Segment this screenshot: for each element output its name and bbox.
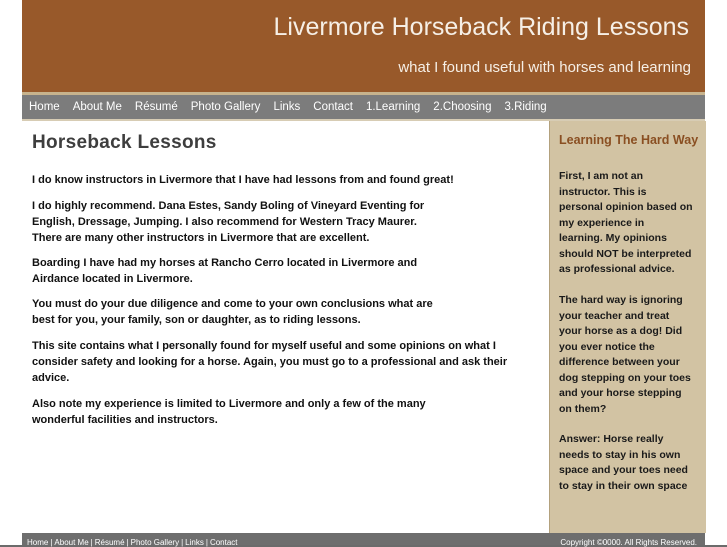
sidebar [549, 121, 706, 533]
content-paragraph: You must do your due diligence and come to your own conclusions what are best for you, your family, son or daughter, as to riding lessons. [32, 298, 433, 326]
nav-learning[interactable]: 1.Learning [365, 101, 421, 113]
nav-about-me[interactable]: About Me [72, 101, 122, 113]
footer-link-about-me[interactable]: About Me [54, 538, 89, 547]
site-tagline: what I found useful with horses and learning [398, 59, 691, 76]
site-header [22, 0, 705, 92]
content-paragraph: Boarding I have had my horses at Rancho Cerro located in Livermore and Airdance located in Livermore. [32, 257, 418, 285]
content-paragraph: This site contains what I personally found for myself useful and some opinions on what I consider safety and looking for a horse. Again, you must go to a professional and ask their advice. [32, 340, 508, 384]
footer-separator: | [50, 538, 53, 547]
sidebar-paragraph: The hard way is ignoring your teacher and treat your horse as a dog! Did you ever notice the difference between your dog stepping on your toes and your horse stepping on them? [559, 294, 691, 415]
nav-home[interactable]: Home [29, 101, 60, 113]
footer-link-home[interactable]: Home [27, 538, 49, 547]
nav-resume[interactable]: Résumé [134, 101, 178, 113]
sidebar-paragraph: First, I am not an instructor. This is personal opinion based on my experience in learning. My opinions should NOT be interpreted as professional advice. [559, 170, 693, 275]
site-footer [22, 533, 705, 545]
footer-link-links[interactable]: Links [185, 538, 204, 547]
nav-links[interactable]: Links [273, 101, 301, 113]
sidebar-title: Learning The Hard Way [559, 133, 699, 147]
footer-links [27, 538, 238, 547]
copyright: Copyright ©0000. All Rights Reserved. [560, 538, 697, 547]
footer-link-photo-gallery[interactable]: Photo Gallery [130, 538, 180, 547]
main-content [22, 121, 549, 533]
content-paragraph: I do know instructors in Livermore that I have had lessons from and found great! [32, 174, 454, 186]
nav-contact[interactable]: Contact [313, 101, 353, 113]
content-paragraph: Also note my experience is limited to Livermore and only a few of the many wonderful facilities and instructors. [32, 398, 426, 426]
site-title: Livermore Horseback Riding Lessons [273, 13, 689, 41]
nav-photo-gallery[interactable]: Photo Gallery [190, 101, 261, 113]
footer-separator: | [90, 538, 93, 547]
footer-link-resume[interactable]: Résumé [94, 538, 125, 547]
footer-separator: | [126, 538, 129, 547]
footer-separator: | [181, 538, 184, 547]
main-nav [22, 95, 705, 119]
content-paragraph: I do highly recommend. Dana Estes, Sandy Boling of Vineyard Eventing for English, Dressage, Jumping. I also recommend for Western Tracy Maurer. There are many other instructors in Livermore that are excellent. [32, 200, 425, 244]
page-title: Horseback Lessons [32, 132, 217, 153]
footer-separator: | [205, 538, 208, 547]
nav-choosing[interactable]: 2.Choosing [433, 101, 492, 113]
footer-link-contact[interactable]: Contact [209, 538, 238, 547]
nav-riding[interactable]: 3.Riding [504, 101, 547, 113]
sidebar-paragraph: Answer: Horse really needs to stay in his own space and your toes need to stay in their own space [559, 433, 688, 492]
